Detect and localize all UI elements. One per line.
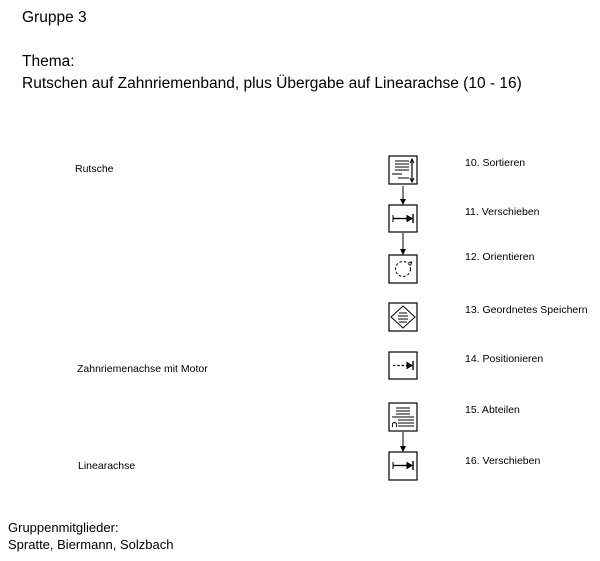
members-label: Gruppenmitglieder: — [8, 520, 119, 535]
group-title: Gruppe 3 — [22, 9, 87, 26]
ordered-store-icon — [389, 303, 417, 331]
sort-icon — [389, 156, 417, 184]
step-label-13: 13. Geordnetes Speichern — [465, 304, 588, 316]
position-icon — [389, 352, 417, 379]
shift-icon — [389, 205, 417, 232]
topic-label: Thema: — [22, 53, 75, 70]
shift-icon-2 — [389, 452, 417, 480]
step-label-15: 15. Abteilen — [465, 404, 520, 416]
step-label-16: 16. Verschieben — [465, 455, 541, 467]
members-names: Spratte, Biermann, Solzbach — [8, 537, 174, 552]
orient-icon — [389, 255, 417, 283]
component-label-rutsche: Rutsche — [75, 163, 114, 175]
topic-text: Rutschen auf Zahnriemenband, plus Übergabe auf Linearachse (10 - 16) — [22, 75, 522, 92]
component-label-zahnriemenachse: Zahnriemenachse mit Motor — [77, 363, 208, 375]
divide-icon — [389, 403, 417, 431]
step-label-14: 14. Positionieren — [465, 353, 544, 365]
step-label-12: 12. Orientieren — [465, 251, 535, 263]
component-label-linearachse: Linearachse — [78, 460, 136, 472]
step-label-11: 11. Verschieben — [465, 206, 540, 218]
step-label-10: 10. Sortieren — [465, 157, 526, 169]
